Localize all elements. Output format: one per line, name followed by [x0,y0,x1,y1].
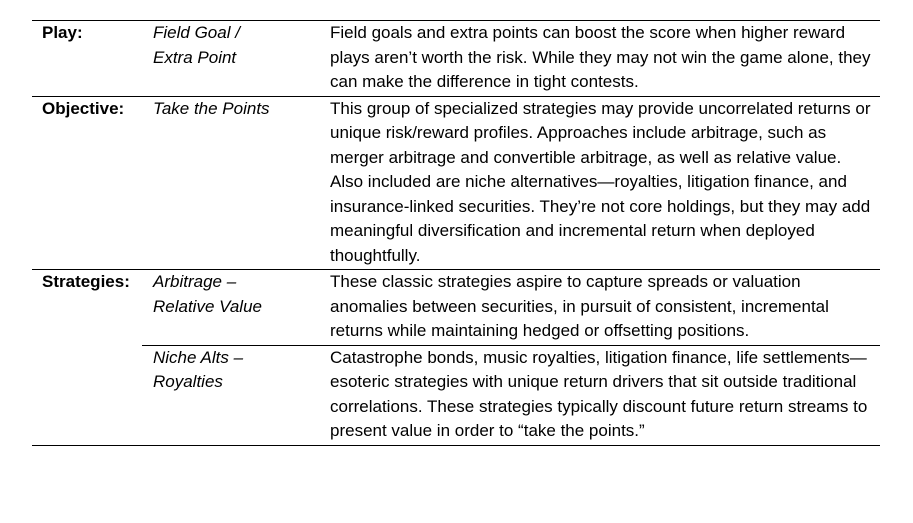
row-label: Play: [42,23,83,42]
row-description: Field goals and extra points can boost the score when higher reward plays aren’t worth the risk. While they may not win the game alone, they can make the difference in tight contests. [330,23,871,91]
table-row-strategies [32,269,880,446]
strategy-description: These classic strategies aspire to capture spreads or valuation anomalies between securities, in pursuit of consistent, incremental returns while maintaining hedged or offsetting positions. [330,272,829,340]
strategy-row-niche-alts [142,345,880,445]
strategy-table [32,20,880,446]
strategy-name: Arbitrage – Relative Value [153,272,262,316]
row-label: Strategies: [42,272,130,291]
row-name: Field Goal / Extra Point [153,23,240,67]
strategy-name: Niche Alts – Royalties [153,347,244,391]
row-description: This group of specialized strategies may provide uncorrelated returns or unique risk/reward profiles. Approaches include arbitrage, such as merger arbitrage and convertible arbitrage, as well as relative value. Also included are niche alternatives—royalties, litigation finance, and insurance-linked securities. They’re not core holdings, but they may add meaningful diversification and incremental return when deployed thoughtfully. [330,98,871,265]
table-row-play [32,21,880,96]
table-row-objective [32,96,880,270]
row-name: Take the Points [153,98,270,118]
row-label: Objective: [42,98,125,118]
strategies-group [142,270,880,445]
strategy-description: Catastrophe bonds, music royalties, litigation finance, life settlements—esoteric strategies with unique return drivers that sit outside traditional correlations. These strategies typically discount future return streams to present value in order to “take the points.” [330,347,868,440]
strategy-row-arbitrage [142,270,880,345]
